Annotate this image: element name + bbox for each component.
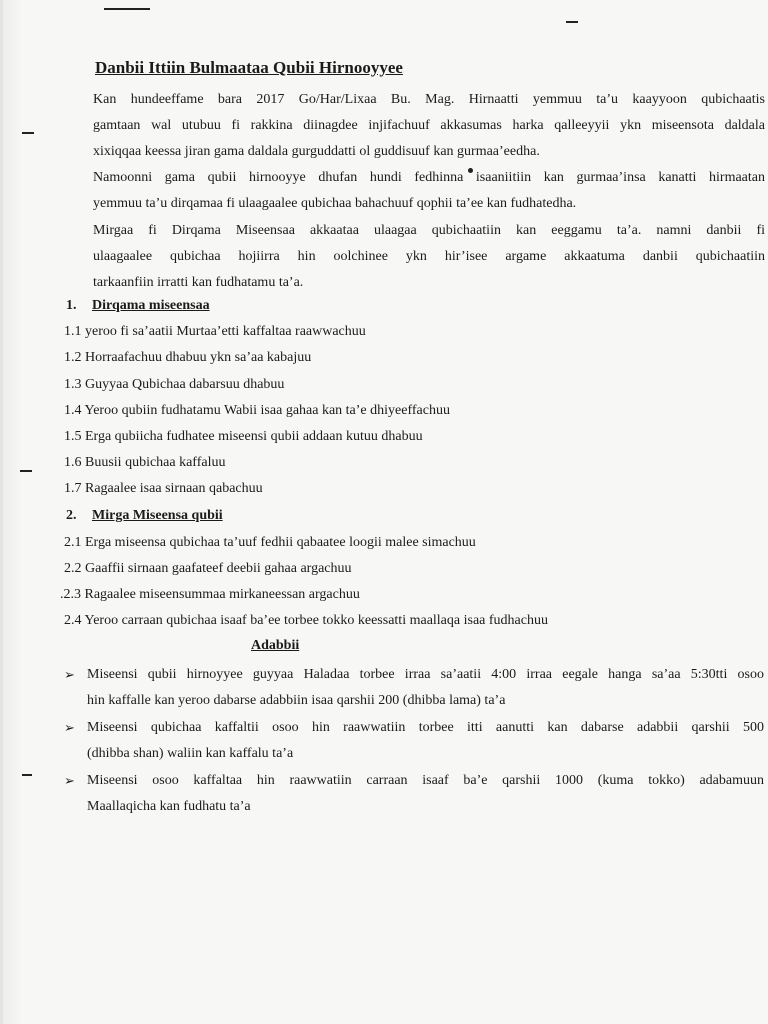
scan-mark: [22, 774, 32, 776]
paragraph-line: gamtaan wal utubuu fi rakkina diinagdee injifachuuf akkasumas harka qalleeyyii ykn miseensota daldala: [93, 118, 765, 133]
list-item: 1.7 Ragaalee isaa sirnaan qabachuu: [64, 481, 263, 496]
list-item: 1.3 Guyyaa Qubichaa dabarsuu dhabuu: [64, 377, 285, 392]
paragraph-line: Namoonni gama qubii hirnooyye dhufan hundi fedhinna isaaniitiin kan gurmaa’insa kanatti hirmaatan: [93, 170, 765, 185]
paragraph-line: Mirgaa fi Dirqama Miseensaa akkaataa ulaagaa qubichaatiin kan eeggamu ta’a. namni danbii fi: [93, 223, 765, 238]
bullet-line: Miseensi qubichaa kaffaltii osoo hin raawwatiin torbee itti aanutti kan dabarse adabbii qarshii 500: [87, 720, 764, 735]
penalty-bullet: [64, 662, 764, 714]
bullet-line: Miseensi qubii hirnoyyee guyyaa Haladaa torbee irraa sa’aatii 4:00 irraa eegale hanga sa’aa 5:30tti osoo: [87, 667, 764, 682]
scan-mark: [566, 21, 578, 23]
section-1-heading: [66, 298, 210, 314]
bullet-text: [87, 768, 764, 820]
paragraph-line: Kan hundeeffame bara 2017 Go/Har/Lixaa Bu. Mag. Hirnaatti yemmuu ta’u kaayyoon qubichaatis: [93, 92, 765, 107]
section-number: 1.: [66, 298, 77, 313]
list-item: 1.2 Horraafachuu dhabuu ykn sa’aa kabajuu: [64, 350, 312, 365]
penalty-bullet: [64, 768, 764, 820]
intro-paragraph-2: [93, 165, 765, 217]
bullet-line: hin kaffalle kan yeroo dabarse adabbiin isaa qarshii 200 (dhibba lama) ta’a: [87, 693, 506, 708]
bullet-line: (dhibba shan) waliin kan kaffalu ta’a: [87, 746, 294, 761]
arrow-bullet-icon: ➢: [64, 720, 75, 735]
bullet-text: [87, 662, 764, 714]
list-item: 2.2 Gaaffii sirnaan gaafateef deebii gahaa argachuu: [64, 561, 352, 576]
page-title: Danbii Ittiin Bulmaataa Qubii Hirnooyyee: [95, 58, 403, 77]
list-item: 2.1 Erga miseensa qubichaa ta’uuf fedhii qabaatee loogii malee simachuu: [64, 535, 476, 550]
intro-paragraph-1: [93, 87, 765, 165]
scan-mark: [22, 132, 34, 134]
intro-paragraph-3: [93, 218, 765, 296]
scan-mark: [20, 470, 32, 472]
section-number: 2.: [66, 508, 77, 523]
list-item: 1.4 Yeroo qubiin fudhatamu Wabii isaa gahaa kan ta’e dhiyeeffachuu: [64, 403, 450, 418]
list-item: 1.1 yeroo fi sa’aatii Murtaa’etti kaffaltaa raawwachuu: [64, 324, 366, 339]
list-item: 1.5 Erga qubiicha fudhatee miseensi qubii addaan kutuu dhabuu: [64, 429, 423, 444]
arrow-bullet-icon: ➢: [64, 773, 75, 788]
bullet-line: Miseensi osoo kaffaltaa hin raawwatiin carraan isaaf ba’e qarshii 1000 (kuma tokko) adabamuun: [87, 773, 764, 788]
scan-mark: [104, 8, 150, 10]
bullet-text: [87, 715, 764, 767]
paragraph-line: yemmuu ta’u dirqamaa fi ulaagaalee qubichaa bahachuuf qophii ta’ee kan fudhatedha.: [93, 196, 577, 211]
section-title: Dirqama miseensaa: [92, 298, 210, 313]
arrow-bullet-icon: ➢: [64, 667, 75, 682]
page-edge: [0, 0, 3, 1024]
bullet-line: Maallaqicha kan fudhatu ta’a: [87, 799, 251, 814]
section-2-heading: [66, 508, 223, 524]
paragraph-line: tarkaanfiin irratti kan fudhatamu ta’a.: [93, 275, 304, 290]
list-item: 2.4 Yeroo carraan qubichaa isaaf ba’ee torbee tokko keessatti maallaqa isaa fudhachuu: [64, 613, 548, 628]
section-title: Mirga Miseensa qubii: [92, 508, 223, 523]
penalty-bullet: [64, 715, 764, 767]
adabbii-heading: Adabbii: [251, 638, 300, 653]
list-item: 1.6 Buusii qubichaa kaffaluu: [64, 455, 226, 470]
paragraph-line: ulaagaalee qubichaa hojiirra hin oolchinee ykn hir’isee argame akkaatuma danbii qubichaatiin: [93, 249, 765, 264]
paragraph-line: xixiqqaa keessa jiran gama daldala gurguddatti ol guddisuuf kan gurmaa’eedha.: [93, 144, 540, 159]
list-item: .2.3 Ragaalee miseensummaa mirkaneessan argachuu: [60, 587, 360, 602]
binding-shadow: [0, 0, 22, 1024]
